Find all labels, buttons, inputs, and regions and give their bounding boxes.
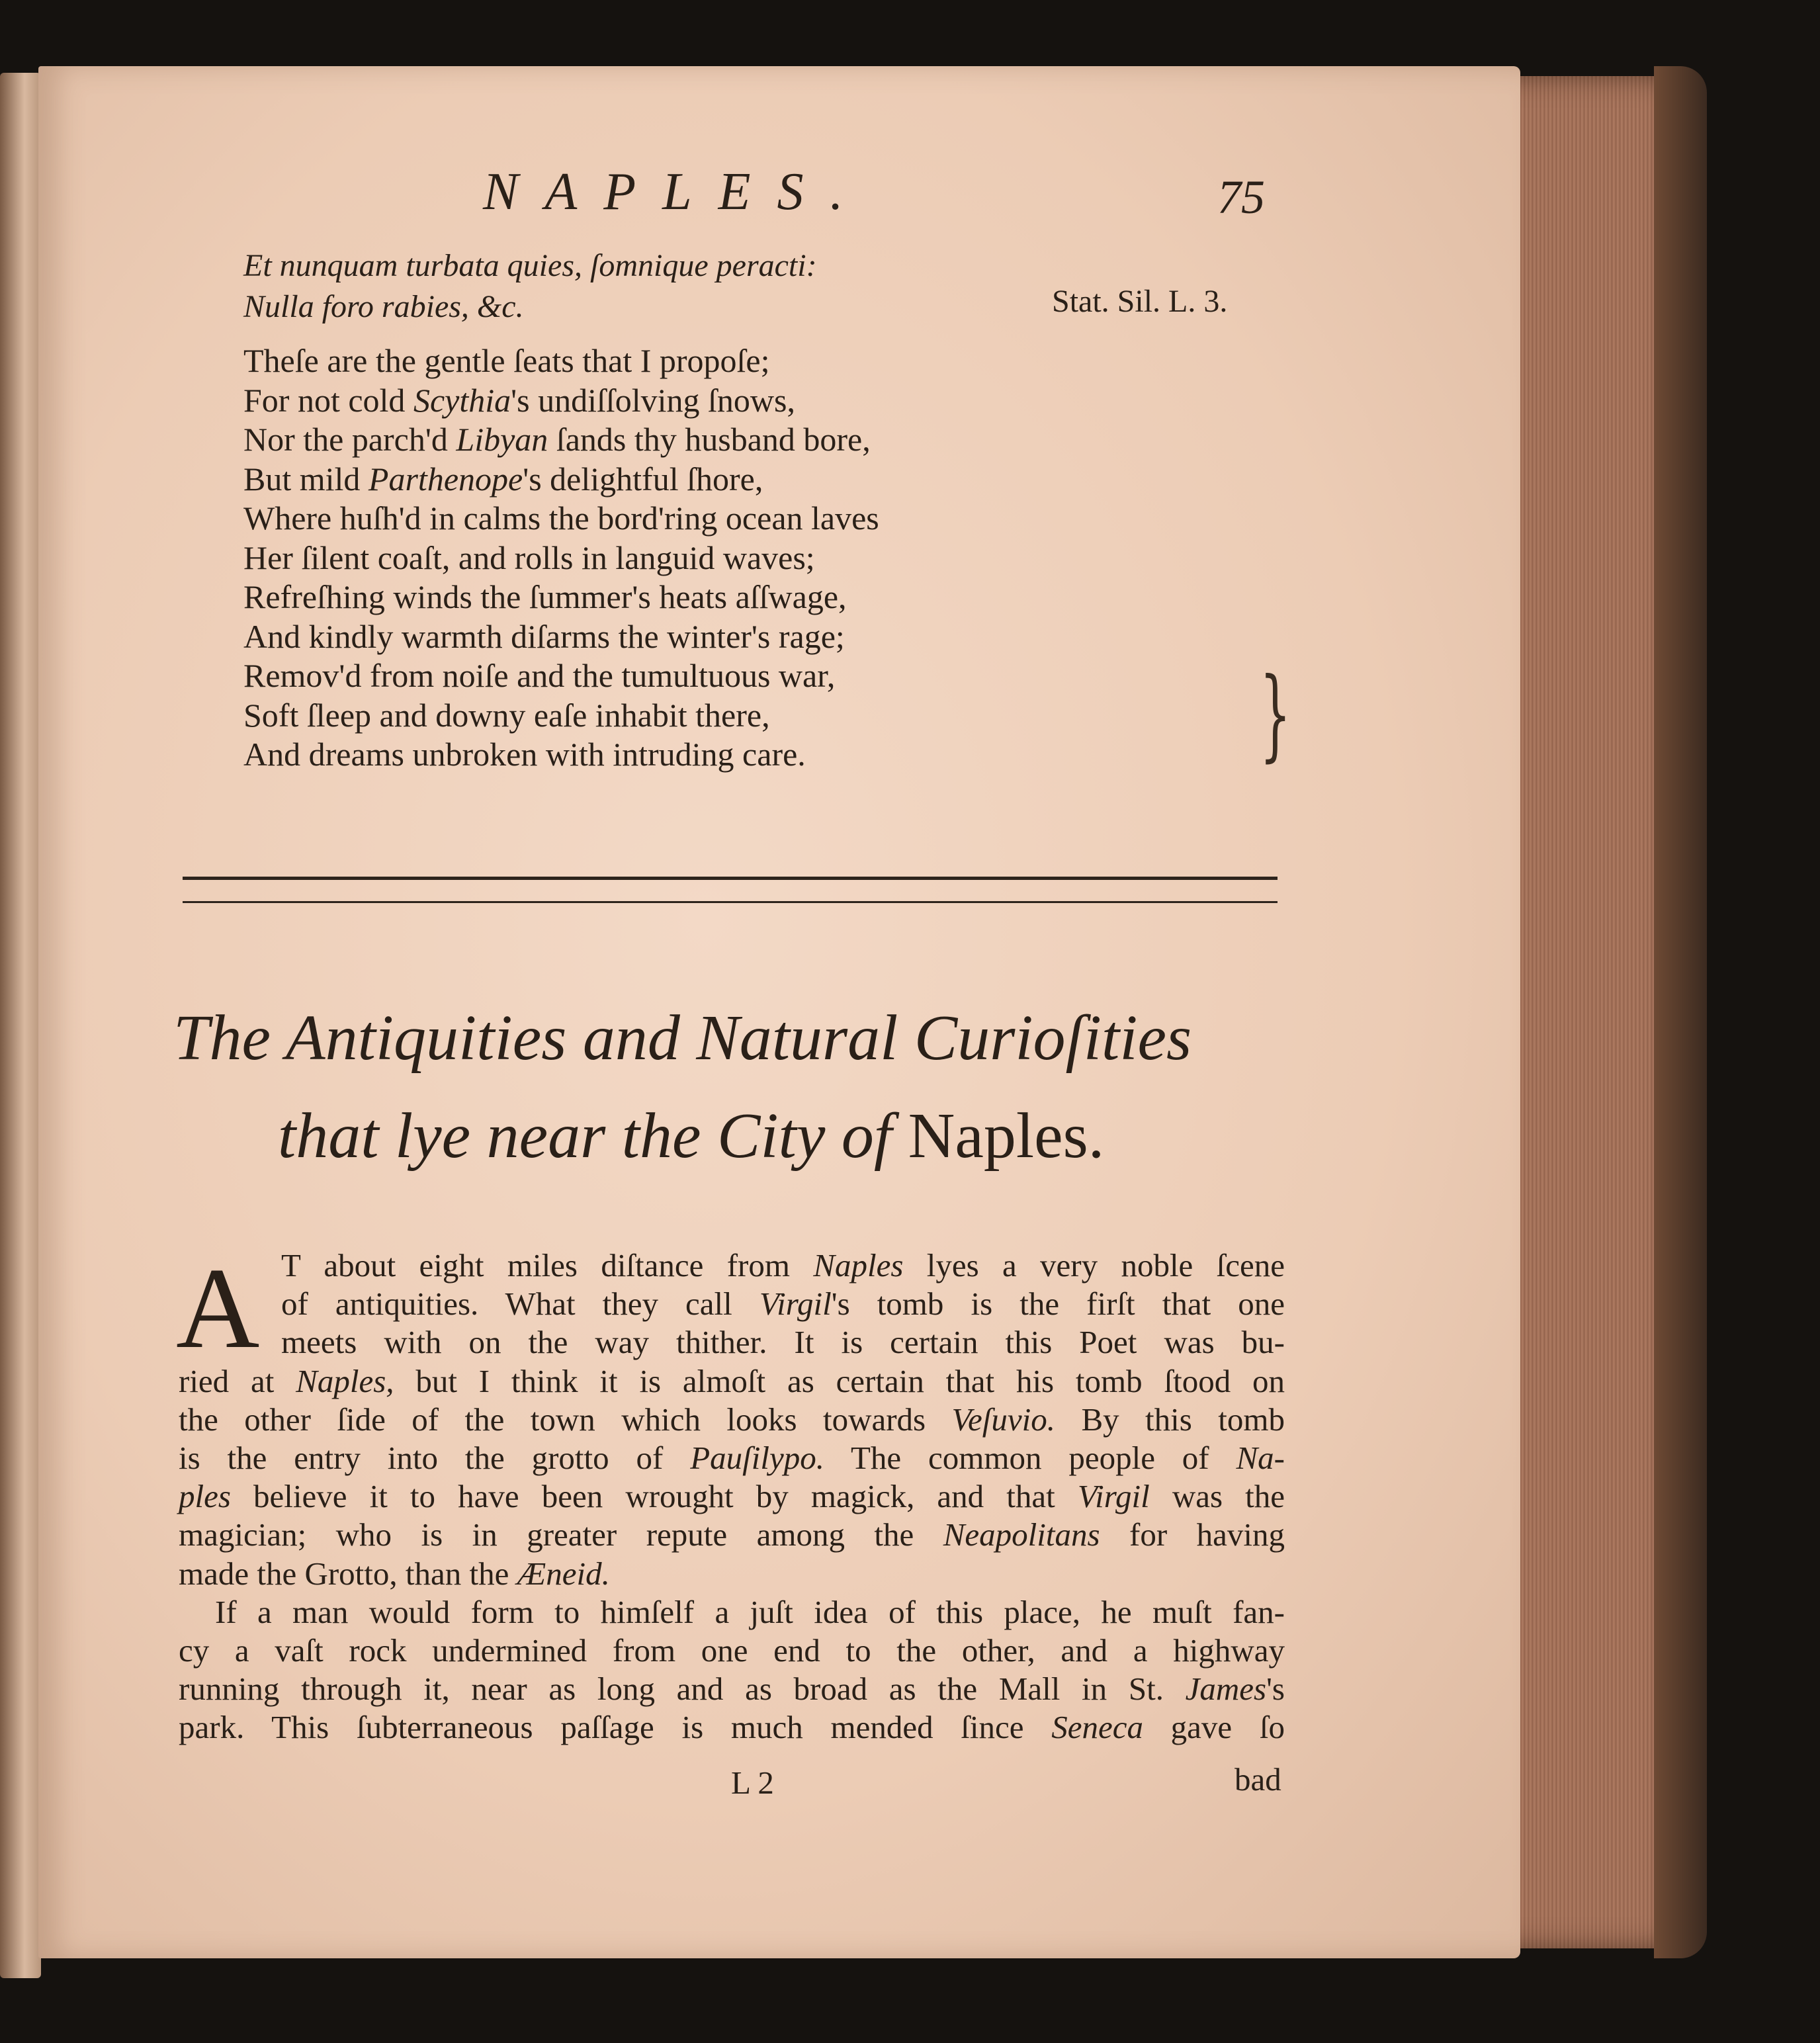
text-segment: gave ſo bbox=[1143, 1709, 1285, 1746]
italic-text: Pauſilypo. bbox=[690, 1440, 824, 1476]
poem-line bbox=[243, 501, 879, 535]
body-line bbox=[179, 1403, 1285, 1436]
body-line bbox=[179, 1442, 1285, 1474]
italic-text: Scythia bbox=[413, 381, 511, 419]
poem-line bbox=[243, 617, 845, 655]
text-segment: running through it, near as long and as broad as the Mall in St. bbox=[179, 1671, 1186, 1708]
rule-thick bbox=[183, 877, 1278, 880]
body-line bbox=[179, 1709, 1285, 1746]
text-segment: By this tomb bbox=[1055, 1401, 1285, 1438]
signature-mark: L 2 bbox=[731, 1764, 774, 1801]
text-segment: Her ſilent coaſt, and rolls in languid waves; bbox=[243, 539, 815, 576]
text-segment: magician; who is in greater repute among the bbox=[179, 1516, 943, 1553]
text-segment: But mild bbox=[243, 460, 368, 498]
text-segment: was the bbox=[1149, 1478, 1285, 1515]
poem-line bbox=[243, 423, 871, 456]
poem-line bbox=[243, 344, 769, 377]
italic-text: Naples bbox=[813, 1247, 904, 1283]
text-segment: And dreams unbroken with intruding care. bbox=[243, 736, 806, 773]
text-segment: Remov'd from noiſe and the tumultuous war, bbox=[243, 657, 836, 694]
text-segment: T about eight miles diſtance from bbox=[281, 1247, 814, 1283]
text-segment: If a man would form to himſelf a juſt idea of this place, he muſt fan- bbox=[215, 1593, 1285, 1630]
text-segment: the other ſide of the town which looks towards bbox=[179, 1401, 952, 1438]
body-line bbox=[179, 1518, 1285, 1551]
book-cover-edge bbox=[1654, 66, 1707, 1958]
rule-thin bbox=[183, 901, 1278, 903]
poem-line bbox=[243, 381, 795, 419]
italic-text: Parthenope bbox=[368, 460, 523, 498]
text-segment: ſands thy husband bore, bbox=[548, 421, 871, 458]
text-segment: cy a vaſt rock undermined from one end to the other, and a highway bbox=[179, 1632, 1285, 1669]
poem-line bbox=[243, 541, 815, 574]
page-number: 75 bbox=[1217, 171, 1265, 224]
italic-text: Na- bbox=[1236, 1440, 1285, 1476]
text-segment: park. This ſubterraneous paſſage is much mended ſince bbox=[179, 1709, 1052, 1746]
poem-line bbox=[243, 696, 770, 734]
running-title: NAPLES. bbox=[483, 163, 870, 221]
text-segment: believe it to have been wrought by magick, and that bbox=[230, 1478, 1078, 1515]
body-line bbox=[179, 1634, 1285, 1667]
text-segment: is the entry into the grotto of bbox=[179, 1440, 691, 1476]
text-segment: 's bbox=[1266, 1671, 1285, 1708]
text-segment: Naples. bbox=[908, 1100, 1105, 1172]
italic-text: James bbox=[1185, 1671, 1267, 1708]
text-segment: Theſe are the gentle ſeats that I propoſe; bbox=[243, 342, 770, 379]
italic-text: Et nunquam turbata quies, ſomnique peracti: bbox=[243, 248, 817, 283]
text-segment: made the Grotto, than the bbox=[179, 1555, 517, 1592]
italic-text: Nulla foro rabies, bbox=[243, 289, 469, 324]
text-segment: ried at bbox=[179, 1362, 296, 1399]
italic-text: Neapolitans bbox=[943, 1516, 1100, 1553]
text-segment: meets with on the way thither. It is certain this Poet was bu- bbox=[281, 1324, 1285, 1361]
section-title-line bbox=[278, 1100, 1105, 1172]
text-segment: of antiquities. What they call bbox=[281, 1285, 759, 1323]
italic-text: Libyan bbox=[456, 421, 548, 458]
body-line bbox=[179, 1362, 1285, 1399]
italic-text: Veſuvio. bbox=[951, 1401, 1056, 1438]
text-segment: 's undiſſolving ſnows, bbox=[511, 381, 795, 419]
poem-line bbox=[243, 738, 806, 771]
text-segment: And kindly warmth diſarms the winter's rage; bbox=[243, 617, 845, 655]
text-segment: Nor the parch'd bbox=[243, 421, 456, 458]
section-title-line bbox=[173, 1002, 1192, 1074]
body-line bbox=[215, 1593, 1285, 1630]
text-segment: The common people of bbox=[824, 1440, 1236, 1476]
text-segment: Where huſh'd in calms the bord'ring ocean laves bbox=[243, 500, 879, 537]
italic-text: Seneca bbox=[1051, 1709, 1143, 1746]
text-segment: for having bbox=[1100, 1516, 1285, 1553]
body-line bbox=[281, 1249, 1285, 1282]
poem-line bbox=[243, 580, 847, 613]
body-line bbox=[281, 1285, 1285, 1323]
text-segment: &c. bbox=[468, 289, 524, 324]
italic-text: Virgil bbox=[759, 1285, 832, 1323]
poem-line bbox=[243, 462, 763, 496]
text-segment: 's delightful ſhore, bbox=[523, 460, 763, 498]
italic-text: Virgil bbox=[1077, 1478, 1150, 1515]
body-line bbox=[179, 1671, 1285, 1708]
brace: } bbox=[1259, 657, 1291, 772]
italic-text: that lye near the City of bbox=[278, 1100, 908, 1172]
text-segment: Refreſhing winds the ſummer's heats aſſwage, bbox=[243, 578, 847, 615]
body-line bbox=[179, 1478, 1285, 1515]
text-segment: 's tomb is the firſt that one bbox=[831, 1285, 1285, 1323]
text-segment: lyes a very noble ſcene bbox=[903, 1247, 1285, 1283]
drop-cap: A bbox=[176, 1244, 260, 1372]
latin-quote-line bbox=[243, 250, 817, 282]
catchword: bad bbox=[1235, 1761, 1281, 1798]
italic-text: Naples, bbox=[296, 1362, 394, 1399]
body-line bbox=[179, 1557, 1285, 1590]
body-line bbox=[281, 1324, 1285, 1361]
latin-quote-line bbox=[243, 291, 524, 323]
text-segment: Soft ſleep and downy eaſe inhabit there, bbox=[243, 696, 770, 734]
poem-line bbox=[243, 659, 835, 692]
text-segment: but I think it is almoſt as certain that his tomb ſtood on bbox=[394, 1362, 1285, 1399]
italic-text: Æneid. bbox=[517, 1555, 610, 1592]
citation: Stat. Sil. L. 3. bbox=[1052, 284, 1228, 319]
italic-text: The Antiquities and Natural Curioſities bbox=[173, 1002, 1192, 1074]
facing-page-edge bbox=[0, 73, 41, 1978]
text-segment: For not cold bbox=[243, 381, 413, 419]
italic-text: ples bbox=[179, 1478, 231, 1515]
